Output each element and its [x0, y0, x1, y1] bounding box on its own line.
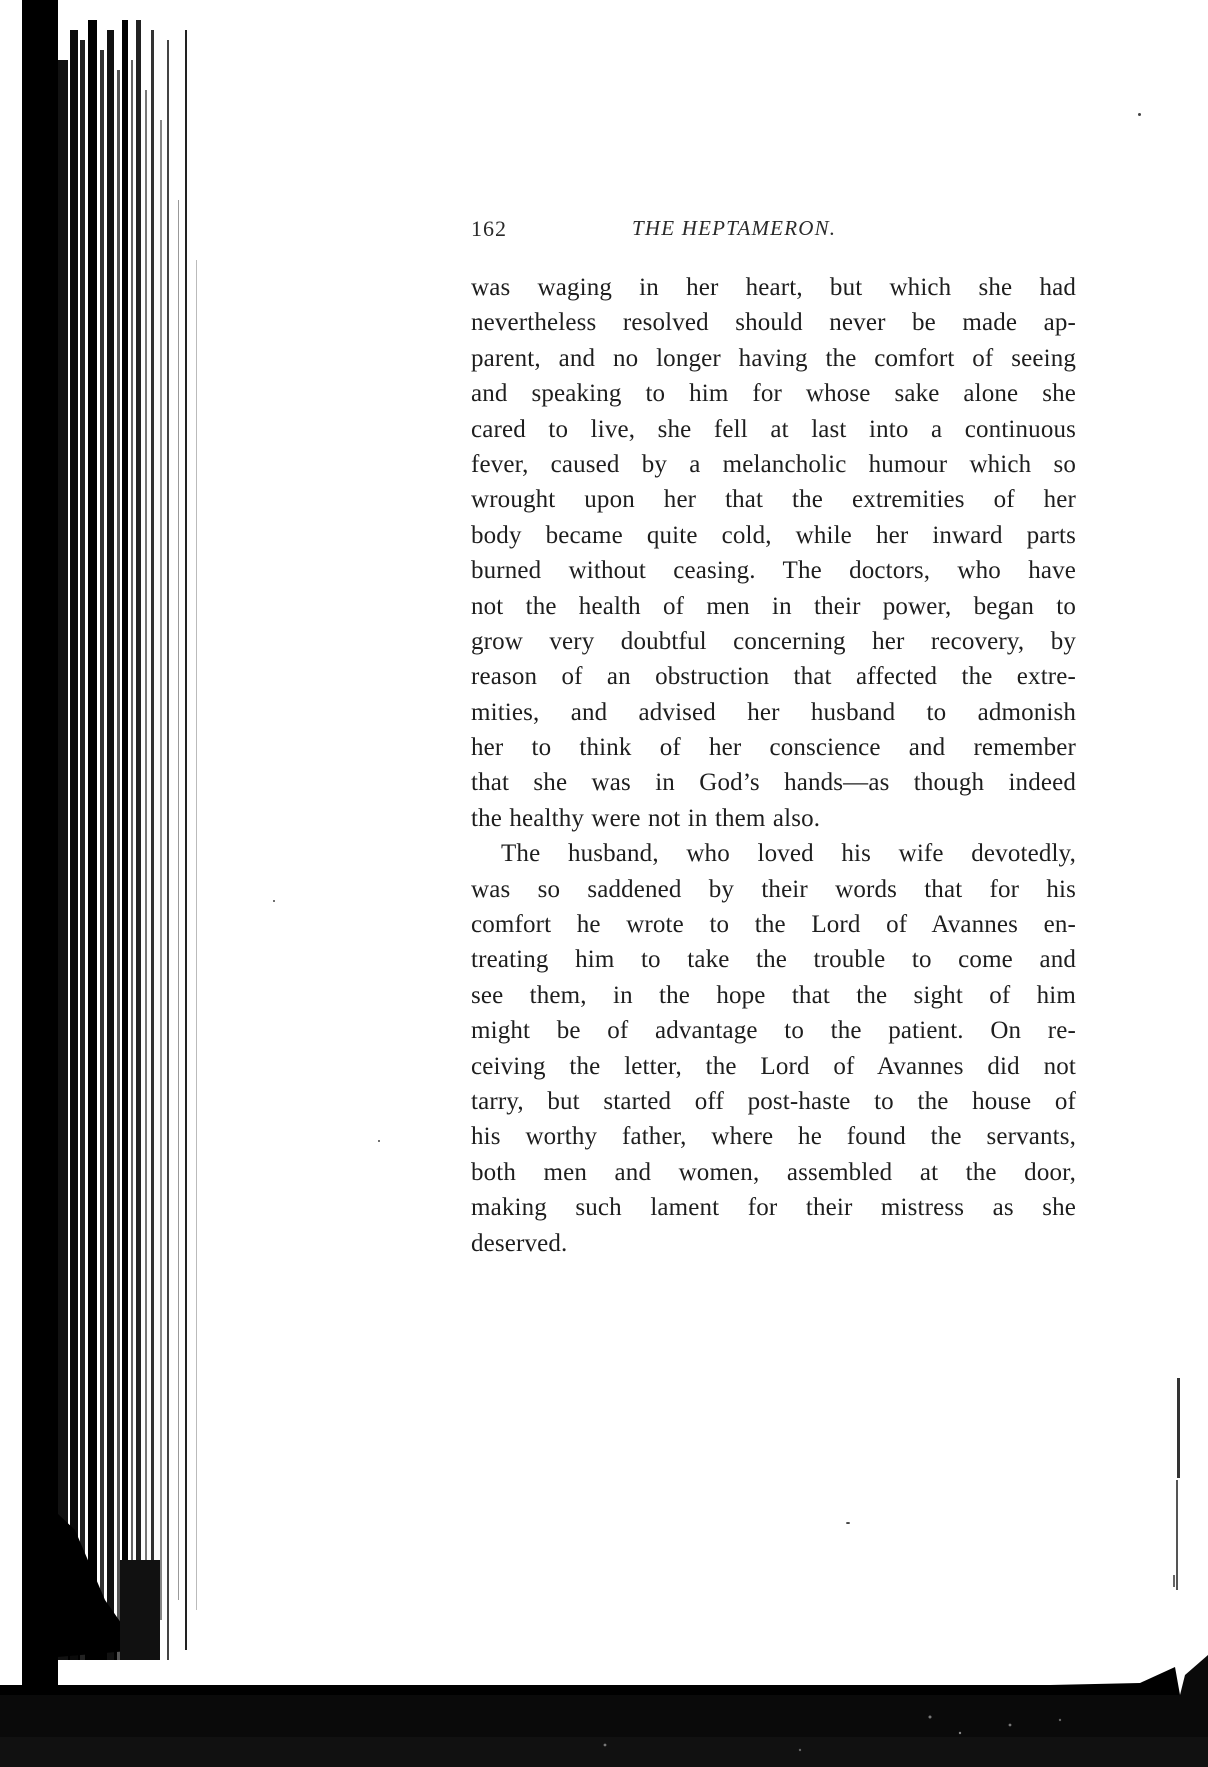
text-line: that she was in God’s hands—as though indeed — [471, 769, 1076, 797]
text-line: parent, and no longer having the comfort of seeing — [471, 344, 1076, 372]
text-line: see them, in the hope that the sight of him — [471, 981, 1076, 1009]
text-line: treating him to take the trouble to come and — [471, 946, 1076, 974]
text-line: body became quite cold, while her inward parts — [471, 521, 1076, 549]
text-line: the healthy were not in them also. — [471, 804, 821, 832]
text-line: not the health of men in their power, began to — [471, 592, 1076, 620]
scan-speck — [378, 1140, 380, 1142]
page-number: 162 — [471, 216, 507, 241]
text-line: his worthy father, where he found the servants, — [471, 1123, 1076, 1151]
paragraph — [471, 270, 1076, 836]
scan-edge-marks — [1160, 1360, 1208, 1660]
text-line: comfort he wrote to the Lord of Avannes en- — [471, 911, 1076, 939]
text-line: nevertheless resolved should never be made ap- — [471, 309, 1076, 337]
text-line: fever, caused by a melancholic humour which so — [471, 450, 1076, 478]
scan-speck — [1138, 113, 1141, 116]
text-line: burned without ceasing. The doctors, who have — [471, 557, 1076, 585]
scan-speck — [846, 1522, 850, 1524]
body-text — [471, 270, 1076, 1261]
text-line: making such lament for their mistress as she — [471, 1194, 1076, 1222]
text-line: The husband, who loved his wife devotedly, — [501, 840, 1076, 868]
text-line: was so saddened by their words that for his — [471, 875, 1076, 903]
book-page-edges — [0, 0, 215, 1767]
paragraph — [471, 836, 1076, 1261]
scan-speck — [273, 900, 275, 902]
text-line: tarry, but started off post-haste to the house of — [471, 1087, 1076, 1115]
text-line: ceiving the letter, the Lord of Avannes did not — [471, 1052, 1076, 1080]
text-line: wrought upon her that the extremities of her — [471, 486, 1076, 514]
text-line: was waging in her heart, but which she had — [471, 274, 1076, 301]
scan-bottom-band — [0, 1655, 1208, 1767]
text-line: her to think of her conscience and remember — [471, 734, 1076, 762]
running-head — [471, 200, 1076, 240]
text-line: reason of an obstruction that affected the extre- — [471, 663, 1076, 691]
text-line: grow very doubtful concerning her recovery, by — [471, 627, 1076, 655]
text-line: deserved. — [471, 1229, 568, 1257]
text-line: and speaking to him for whose sake alone she — [471, 380, 1076, 408]
text-line: cared to live, she fell at last into a continuous — [471, 415, 1076, 443]
running-title: THE HEPTAMERON. — [632, 216, 837, 240]
text-line: might be of advantage to the patient. On re- — [471, 1017, 1076, 1045]
text-line: both men and women, assembled at the door, — [471, 1158, 1076, 1186]
text-line: mities, and advised her husband to admonish — [471, 698, 1076, 726]
book-page — [471, 200, 1076, 1261]
